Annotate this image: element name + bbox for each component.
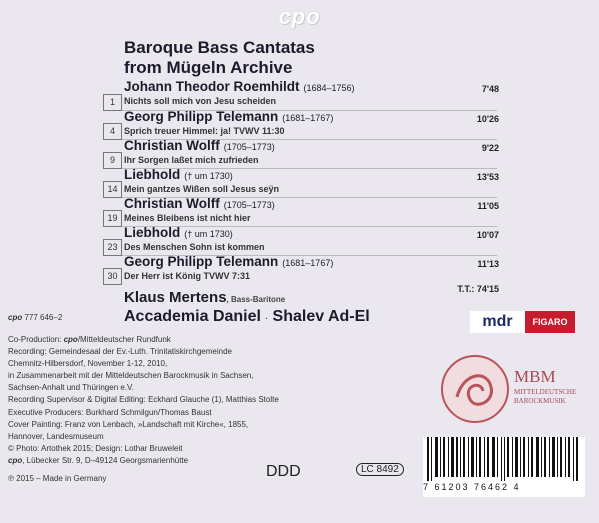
label-code: LC 8492 [356, 463, 404, 476]
album-title-line1: Baroque Bass Cantatas [124, 38, 315, 57]
barcode-number: 7 61203 76462 4 [423, 482, 521, 492]
track-work: Des Menschen Sohn ist kommen [124, 242, 265, 252]
composer-dates: (1705–1773) [223, 200, 275, 210]
track-number: 30 [103, 268, 122, 285]
track-number: 9 [103, 152, 122, 169]
coproduction-line: Co-Production: cpo/Mitteldeutscher Rundfunk [8, 335, 171, 344]
credit-line: Executive Producers: Burkhard Schmilgun/Thomas Baust [8, 407, 212, 417]
track-duration: 13'53 [476, 172, 499, 182]
total-time: T.T.: 74'15 [457, 284, 499, 294]
track-composer: Georg Philipp Telemann (1681–1767) [124, 109, 334, 124]
track-work: Mein gantzes Wißen soll Jesus seÿn [124, 184, 279, 194]
soloist-role: , Bass-Baritone [226, 295, 286, 304]
track-composer: Christian Wolff (1705–1773) [124, 138, 275, 153]
track-number: 23 [103, 239, 122, 256]
composer-dates: († um 1730) [184, 229, 233, 239]
track-duration: 9'22 [481, 143, 499, 153]
track-composer: Christian Wolff (1705–1773) [124, 196, 275, 211]
track-composer: Georg Philipp Telemann (1681–1767) [124, 254, 334, 269]
composer-dates: (1705–1773) [223, 142, 275, 152]
track-duration: 10'07 [476, 230, 499, 240]
track-composer: Johann Theodor Roemhildt (1684–1756) [124, 79, 355, 94]
track-duration: 11'05 [477, 201, 499, 211]
credit-line: Sachsen-Anhalt und Thüringen e.V. [8, 383, 134, 393]
credit-line: Hannover, Landesmuseum [8, 431, 104, 441]
mdr-logo: mdr [470, 311, 525, 333]
track-work: Der Herr ist König TVWV 7:31 [124, 271, 251, 281]
composer-dates: († um 1730) [184, 171, 233, 181]
composer-dates: (1681–1767) [282, 258, 334, 268]
credit-line: Chemnitz-Hilbersdorf, November 1-12, 2010, [8, 359, 168, 369]
track-composer: Liebhold († um 1730) [124, 167, 233, 182]
credit-line: Recording Supervisor & Digital Editing: Eckhard Glauche (1), Matthias Stolte [8, 395, 279, 405]
track-composer: Liebhold († um 1730) [124, 225, 233, 240]
separator: · [265, 314, 269, 323]
track-work: Ihr Sorgen laßet mich zufrieden [124, 155, 259, 165]
track-number: 14 [103, 181, 122, 198]
address-line: cpo, Lübecker Str. 9, D–49124 Georgsmarienhütte [8, 455, 189, 465]
track-work: Sprich treuer Himmel: ja! TVWV 11:30 [124, 126, 285, 136]
cpo-logo: cpo [278, 4, 321, 29]
credit-line: Cover Painting: Franz von Lenbach, »Landschaft mit Kirche«, 1855, [8, 419, 249, 429]
ensemble-line [124, 308, 370, 326]
composer-dates: (1681–1767) [282, 113, 334, 123]
track-number: 1 [103, 94, 122, 111]
track-number: 4 [103, 123, 122, 140]
catalog-number: cpo 777 646–2 [8, 313, 63, 322]
mbm-title: MBM [514, 367, 556, 386]
soloist: Klaus Mertens, Bass-Baritone [124, 289, 286, 306]
track-work: Meines Bleibens ist nicht hier [124, 213, 251, 223]
track-work: Nichts soll mich von Jesu scheiden [124, 96, 277, 106]
album-title-line2: from Mügeln Archive [124, 58, 293, 77]
credit-line: in Zusammenarbeit mit der Mitteldeutschen Barockmusik in Sachsen, [8, 371, 254, 381]
mbm-subtitle: MITTELDEUTSCHE BAROCKMUSIK [514, 388, 577, 405]
track-duration: 10'26 [476, 114, 499, 124]
ensemble: Accademia Daniel [124, 308, 261, 325]
mbm-swirl-icon [443, 357, 507, 421]
ddd-mark: DDD [266, 463, 301, 480]
credit-line: Recording: Gemeindesaal der Ev.-Luth. Trinitatiskirchgemeinde [8, 347, 232, 357]
track-duration: 7'48 [481, 84, 499, 94]
track-duration: 11'13 [477, 259, 499, 269]
composer-dates: (1684–1756) [303, 83, 355, 93]
track-number: 19 [103, 210, 122, 227]
mbm-emblem-icon [441, 355, 509, 423]
credit-line: © Photo: Artothek 2015; Design: Lothar Bruweleit [8, 443, 183, 453]
copyright-line: ℗ 2015 – Made in Germany [8, 474, 107, 484]
conductor: Shalev Ad-El [272, 308, 370, 325]
figaro-logo: FIGARO [525, 311, 575, 333]
